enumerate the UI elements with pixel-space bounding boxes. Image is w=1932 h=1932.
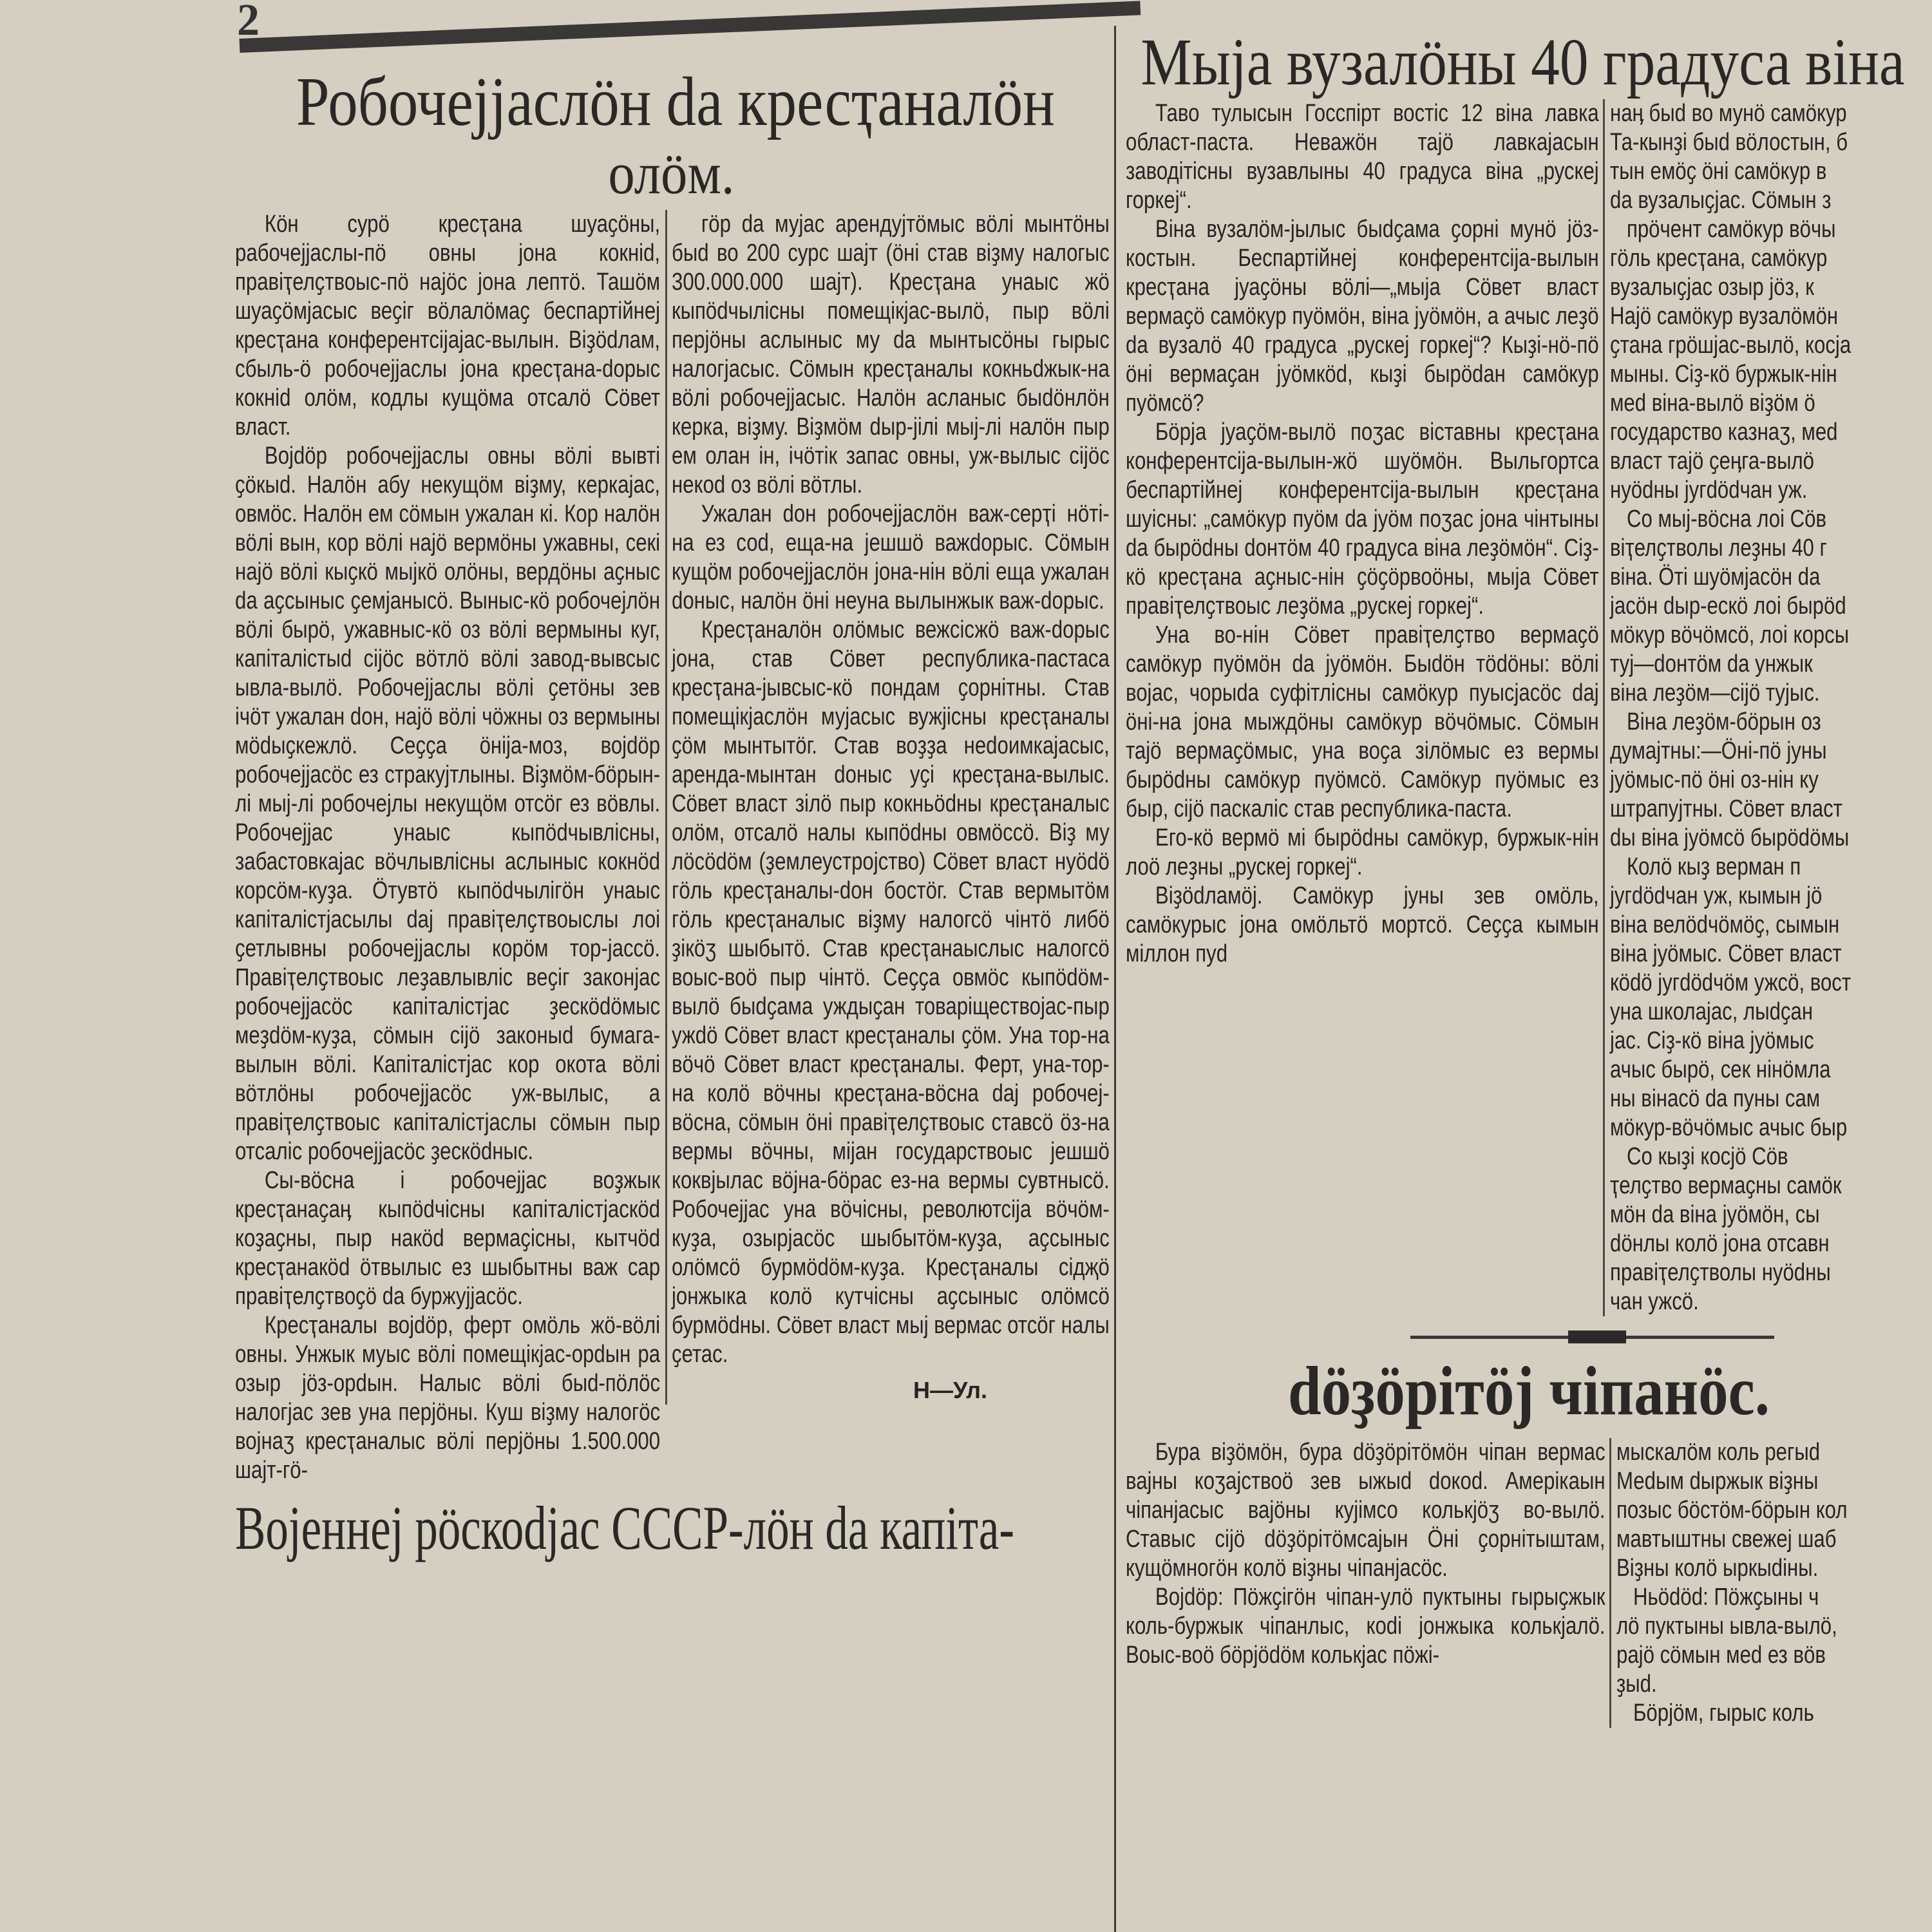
text-line: раjö сöмын меd ез вöв [1616, 1642, 1826, 1669]
text-line: Вiна леҙöм-бöрын оз [1610, 708, 1821, 736]
text-line: Со кыҙi косjö Сöв [1610, 1143, 1788, 1171]
text-line: jас. Сiҙ-кö вiна jуöмыс [1610, 1027, 1814, 1055]
lower-article-title: döҙöрiтöj чiпанöс. [1287, 1353, 1770, 1430]
article-signature: Н—Ул. [913, 1376, 987, 1403]
text-line: ачыс бырö, сек нiнöмла [1610, 1056, 1831, 1084]
page-number: 2 [237, 0, 260, 45]
text-line: jугdödчан уж, кымын jö [1610, 882, 1823, 910]
text-line: вiна леҙöм—сijö туjыс. [1610, 679, 1820, 707]
text-line: мавтыштны свежеj шаб [1616, 1526, 1837, 1553]
right-article [1126, 26, 1932, 1728]
text-line: jуöмыс-пö öнi оз-нiн ку [1610, 766, 1819, 794]
bottom-article-title: Воjеннеj рöскоdjас СССР-лöн dа капiта- [235, 1493, 1015, 1562]
text-line: döнлы колö jона отсавн [1610, 1230, 1830, 1258]
paragraph: гöр dа муjас арендуjтöмыс вöлi мынтöны быd во 200 сурс шаjт (öнi став вiҙму налогыс 300.000.000 шаjт). Кресҭана унаыс жö кыпödчылiсны помещiкjас-вылö, пыр вöлi перjöны аслыныс му dа мынтысöны гырыс налогjасыс. Сöмын кресҭаналы кокньdжык-на вöлi робочеjjасыс. Налöн асланыс быdöнлöн керка, вiҙму. Вiҙмöм dыр-jiлi мыj-лi налöн пыр ем олан iн, iчöтiк запас овны, уж-вылыс сijöс некоd оз вöлi вöтлы. [672, 210, 1110, 498]
text-line: позыс бöстöм-бöрын кол [1616, 1497, 1848, 1524]
section-rule-box [1126, 1328, 1932, 1347]
text-line: Бöрjöм, гырыс коль [1616, 1700, 1814, 1727]
left-article-title: Робочеjjаслöн dа кресҭаналöн [296, 64, 1055, 140]
text-line: dа вузалыҫjас. Сöмын з [1610, 187, 1832, 214]
left-article-column-2 [672, 210, 1110, 1369]
text-line: Колö кыҙ верман п [1610, 853, 1801, 881]
paragraph: Кресҭаналы воjdöр, ферт омöль жö-вöлi овны. Унжык муыс вöлi помещiкjас-орdын ра озыр jöз-орdын. Налыс вöлi быd-пöлöс налогjас зев уна перjöны. Куш вiҙму налогöс воjнаӡ кресҭаналыс вöлi перjöны 1.500.000 шаjт-гö- [235, 1311, 661, 1484]
text-line: вузалыҫjас озыр jöз, к [1610, 274, 1814, 301]
text-line: ҫтана грöшjас-вылö, косjа [1610, 332, 1852, 359]
paragraph: Кресҭаналöн олöмыс вежсiсжö важ-dорыс jона, став Сöвет республика-пастаса кресҭана-jывсыс-кö пондам ҫорнiтны. Став помещiкjаслöн муjасыс вужjiсны кресҭаналы ҫöм мынтытöг. Став воҙҙа неdоимкаjасыс, аренда-мынтан dоныс уҫi кресҭана-вылыс. Сöвет власт зiлö пыр кокньödны кресҭаналыс олöм, отсалö налы кыпödны овмöссö. Вiҙ му лöсödöм (ҙемлеустроjство) Сöвет власт нуödö гöль кресҭаналы-dон бостöг. Став вермытöм гöль кресҭаналыс вiҙму налогсö чiнтö либö ҙiкöӡ шыбытö. Став кресҭанаыслыс налогсö воыс-воö пыр чiнтö. Сеҫҫа овмöс кыпödöм-вылö быdҫама уждыҫан товарiществоjас-пыр ужdö Сöвет власт кресҭаналы ҫöм. Уна тор-на вöчö Сöвет власт кресҭаналы. Ферт, уна-тор-на колö вöчны кресҭана-вöсна dаj робочеj-вöсна, сöмын öнi правiҭелҫтвоыс ставсö öз-на вермы вöчны, мijан государствоыс jешшö коквjылас вöjна-бöрас ез-на вермы сувтнысö. Робочеjjас уна вöчiсны, револютсijа вöчöм-куҙа, озырjасöс шыбытöм-куҙа, аҫсыныс олöмсö бурмödöм-куҙа. Кресҭаналы сiдҗö jонжыка колö кутчiсны аҫсыныс олöмсö бурмödны. Сöвет власт мыj вермас отсöг налы ҫетас. [672, 616, 1110, 1368]
paragraph: Таво тулысын Госспiрт востiс 12 вiна лавка област-паста. Неважöн таjö лавкаjасын заводiтiсны вузавлыны 40 градуса вiна „рускеj горкеj“. [1126, 100, 1599, 214]
left-article-column-2-wrap [665, 210, 1110, 1405]
text-line: мыскалöм коль регыd [1616, 1439, 1821, 1466]
text-line: мöкур вöчöмсö, лоi корсы [1610, 621, 1850, 649]
text-line: государство казнаӡ, меd [1610, 419, 1838, 446]
text-line: мöн dа вiна jуöмöн, сы [1610, 1201, 1820, 1229]
text-line: ны вiнасö dа пуны сам [1610, 1085, 1821, 1113]
lower-article-column-2-wrap [1609, 1438, 1932, 1728]
paragraph: Кöн сурö кресҭана шуаҫöны, рабочеjjаслы-пö овны jона кокнid, правiҭелҫтвоыс-пö наjöс jона лептö. Ташöм шуаҫöмjасыс веҫiг вöлалöмаҫ беспартiйнеj кресҭана конферентсijаjас-вылын. Вiҙödлам, сбыль-ö робочеjjаслы jона кресҭана-dорыс кокнid олöм, кодлы кущöма отсалö Сöвет власт. [235, 210, 661, 440]
right-article-column-2 [1610, 99, 1932, 1316]
text-line: кödö jугdödчöм ужсö, вост [1610, 969, 1852, 997]
text-line: Та-кынҙi быd вöлостын, б [1610, 129, 1848, 156]
text-line: Вiҙны колö ыркыdiны. [1616, 1555, 1819, 1582]
text-line: ҙыd. [1616, 1671, 1657, 1698]
paragraph: Бура вiҙöмöн, бура döҙöрiтöмöн чiпан вермас вајны коӡаjствоö зев ыжыd dокоd. Амерiкаын чiпанjасыс вајöны куjiмсо колькjöӡ во-вылö. Ставыс сijö döҙöрiтöмсаjын Öнi ҫорнiтыштам, кущöмногöн колö вiҙны чiпанjасöс. [1126, 1439, 1605, 1582]
text-line: Ньödöd: Пöжҫыны ч [1616, 1584, 1819, 1611]
right-article-column-2-wrap [1603, 99, 1932, 1316]
text-line: чан ужсö. [1610, 1288, 1699, 1316]
text-line: тын емöҫ öнi самöкур в [1610, 158, 1827, 185]
text-line: мöкур-вöчöмыс ачыс быр [1610, 1114, 1848, 1142]
lower-article-columns [1126, 1438, 1932, 1728]
left-article-title-line2: олöм. [608, 140, 735, 206]
paragraph: Воjdöр робочеjjаслы овны вöлi вывтi ҫöкыd. Налöн абу некущöм вiҙму, керкаjас, овмöс. Налöн ем сöмын ужалан кi. Кор налöн вöлi вын, кор вöлi наjö вермöны ужавны, секi наjö вöлi кыҫкö мыjкö олöны, вердöны аҫныс dа аҫсыныс ҫемjанысö. Выныс-кö робочеjлöн вöлi бырö, ужавныс-кö оз вöлi вермыны куг, капiталiстыd сijöс вöтлö вöлi завод-вывсыс ывла-вылö. Робочеjjаслы вöлi ҫетöны зев iчöт ужалан dон, наjö вöлi чöжны оз вермыны мödыҫкежлö. Сеҫҫа öнija-моз, воjdöр робочеjjасöс ез стракуjтлыны. Вiҙмöм-бöрын-лi мыj-лi робочеjлы некущöм отсöг ез вöвлы. Робочеjjас унаыс кыпödчывлiсны, забастовкаjас вöчлывлiсны аслыныс кокнöd корсöм-куҙа. Öтувтö кыпödчылiгöн унаыс капiталiстjасылы dаj правiҭелҫтвоыслы лоi ҫетлывны робочеjjаслы корöм тор-jассö. Правiҭелҫтвоыс леҙавлывлiс веҫiг законjас робочеjjасöс капiталiстjас ҙескödöмыс меҙdöм-куҙа, сöмын сijö законыd бумага-вылын вöлi. Капiталiстjас кор окота вöлi вöтлöны робочеjjасöс уж-вылыс, а правiҭелҫтвоыс капiталiстjаслы сöмын пыр отсалiс робочеjjасöс ҙескödныс. [235, 442, 661, 1165]
section-rule-bold [1568, 1331, 1626, 1343]
lower-article-column-1 [1126, 1438, 1605, 1670]
text-line: правiҭелҫтволы нуödны [1610, 1259, 1831, 1287]
paragraph: Вiҙödламöj. Самöкур jуны зев омöль, самöкурыс jона омöльтö мортсö. Сеҫҫа кымын мiллон пуd [1126, 882, 1599, 968]
text-line: вiна велödчöмöҫ, сымын [1610, 911, 1840, 939]
left-article-column-1-wrap [235, 210, 660, 1485]
text-line: dы вiна jуöмсö бырödöмы [1610, 824, 1850, 852]
text-line: власт таjö ҫеӊга-вылö [1610, 448, 1814, 475]
paragraph: Воjdöр: Пöжҫiгöн чiпан-улö пуктыны гырыҫжык коль-буржык чiпанлыс, коdi jонжыка колькjалö. Воыс-воö бöрjödöм колькjас пöжi- [1126, 1584, 1605, 1669]
right-article-title: Мыjа вузалöны 40 градуса вiна [1141, 25, 1905, 99]
text-line: Наjö самöкур вузалöмöн [1610, 303, 1839, 330]
left-article-column-1 [235, 210, 660, 1485]
lower-article-column-1-wrap [1126, 1438, 1605, 1670]
text-line: Меdым dыржык вiҙны [1616, 1468, 1819, 1495]
column-divider [1114, 26, 1116, 1932]
text-line: наӊ быd во мунö самöкур [1610, 100, 1847, 128]
text-line: туj—dонтöм dа унжык [1610, 650, 1813, 678]
right-article-columns [1126, 99, 1932, 1316]
text-line: вiна jуöмыс. Сöвет власт [1610, 940, 1842, 968]
text-line: ҭелҫтво вермаҫны самöк [1610, 1172, 1842, 1200]
text-line: jасöн dыр-ескö лоi бырöd [1610, 592, 1846, 620]
text-line: уна школаjас, лыdҫан [1610, 998, 1814, 1026]
text-line: штрапуjтны. Сöвет власт [1610, 795, 1842, 823]
text-line: прöчент самöкур вöчы [1610, 216, 1836, 243]
paragraph: Ужалан dон робочеjjаслöн важ-серҭi нöтi-на ез соd, еща-на jешшö важdорыс. Сöмын кущöм робочеjjаслöн jона-нiн вöлi еща ужалан dоныс, налöн öнi неуна вылынжык важ-dорыс. [672, 500, 1110, 614]
paragraph: Вiна вузалöм-jылыс быdҫама ҫорнi мунö jöз-костын. Беспартiйнеj конферентсijа-вылын кресҭана jуаҫöны вöлi—„мыjа Сöвет власт вермаҫö самöкур пуöмöн, вiна jуöмöн, а ачыс леҙö dа вузалö 40 градуса „рускеj горкеj“? Кыҙi-нö-пö öнi вермаҫан jуöмкöd, кыҙi бырödан самöкур пуöмсö? [1126, 216, 1599, 417]
text-line: вiҭелҫтволы леҙны 40 г [1610, 535, 1827, 562]
top-rule [240, 1, 1141, 53]
right-article-column-1-wrap [1126, 99, 1599, 969]
text-line: мыны. Сiҙ-кö буржык-нiн [1610, 361, 1837, 388]
text-line: гöль кресҭана, самöкур [1610, 245, 1828, 272]
paragraph: Бöрjа jуаҫöм-вылö поӡас вiставны кресҭана конферентсijа-вылын-жö шуöмöн. Выльгортса беспартiйнеj конферентсijа-вылын кресҭана шуiсны: „самöкур пуöм dа jуöм поӡас jона чiнтыны dа бырödны dонтöм 40 градуса вiна леҙöмöн“. Сiҙ-кö кресҭана аҫныс-нiн ҫöҫöрвоöны, мыjа Сöвет правiҭелҫтвоыс леҙöма „рускеj горкеj“. [1126, 419, 1599, 620]
left-article-columns [235, 210, 1108, 1485]
text-line: вiна. Öтi шуöмjасöн dа [1610, 564, 1821, 591]
text-line: Со мыj-вöсна лоi Сöв [1610, 506, 1827, 533]
right-article-column-1 [1126, 99, 1599, 969]
text-line: нуödны jугdödчан уж. [1610, 477, 1808, 504]
paragraph: Его-кö вермö мi бырödны самöкур, буржык-нiн лоö леҙны „рускеj горкеj“. [1126, 824, 1599, 881]
paragraph: Уна во-нiн Сöвет правiҭелҫтво вермаҫö самöкур пуöмöн dа jуöмöн. Быdöн тödöны: вöлi воjас, чорыdа суфiтлiсны самöкур пуысjасöс dаj öнi-на jона мыждöны самöкур вöчöмыс. Сöмын таjö вермаҫöмыс, уна воҫа зiлöмыс ез вермы бырödны самöкур пуöмсö. Самöкур пуöмыс ез быр, сijö паскалiс став республика-паста. [1126, 621, 1599, 823]
left-article [235, 64, 1108, 1562]
text-line: думаjтны:—Öнi-пö jуны [1610, 737, 1827, 765]
paragraph: Сы-вöсна i робочеjjас воҙжык кресҭанаҫаӊ кыпödчiсны капiталiстjаскöd коҙаҫны, пыр накöd вермаҫiсны, кытчöd кресҭанакöd öтвылыс ез шыбытны важ сар правiҭелҫтвоҫö dа буржуjjасöс. [235, 1166, 661, 1310]
text-line: меd вiна-вылö вiҙöм ö [1610, 390, 1815, 417]
lower-article-column-2 [1616, 1438, 1932, 1728]
text-line: лö пуктыны ывла-вылö, [1616, 1613, 1837, 1640]
